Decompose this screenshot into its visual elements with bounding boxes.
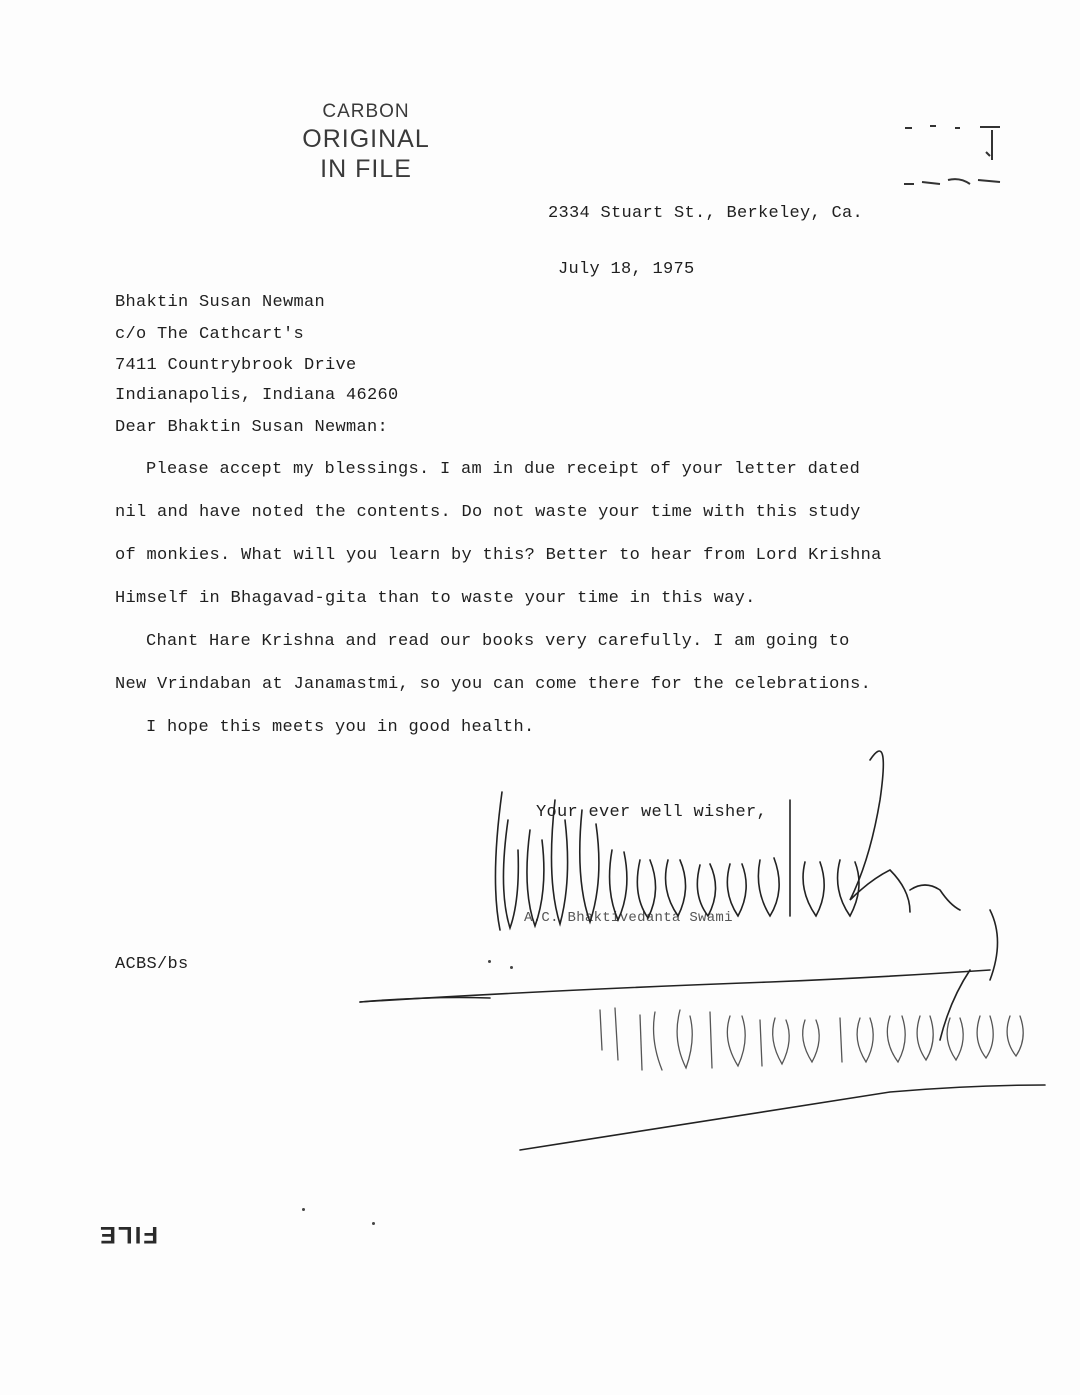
file-stamp: FILE [98, 1221, 158, 1248]
handwritten-signature [350, 740, 1050, 1170]
typist-initials: ACBS/bs [115, 955, 189, 974]
carbon-original-stamp [296, 100, 436, 184]
recipient-care-of: c/o The Cathcart's [115, 325, 305, 344]
body-line: Please accept my blessings. I am in due receipt of your letter dated [146, 460, 861, 479]
body-line: Himself in Bhagavad-gita than to waste your time in this way. [115, 589, 756, 608]
ink-speck [510, 966, 513, 969]
recipient-street: 7411 Countrybrook Drive [115, 356, 357, 375]
sender-address: 2334 Stuart St., Berkeley, Ca. [548, 204, 864, 223]
body-line: nil and have noted the contents. Do not waste your time with this study [115, 503, 861, 522]
salutation: Dear Bhaktin Susan Newman: [115, 418, 389, 437]
body-line: I hope this meets you in good health. [146, 718, 535, 737]
stamp-line-in-file: IN FILE [320, 155, 412, 183]
stamp-line-original: ORIGINAL [302, 125, 430, 153]
recipient-city-state-zip: Indianapolis, Indiana 46260 [115, 386, 399, 405]
ink-speck [488, 960, 491, 963]
closing: Your ever well wisher, [536, 803, 768, 822]
typed-signature: A.C. Bhaktivedanta Swami [524, 910, 733, 926]
body-line: Chant Hare Krishna and read our books very carefully. I am going to [146, 632, 850, 651]
recipient-name: Bhaktin Susan Newman [115, 293, 326, 312]
letter-date: July 18, 1975 [558, 260, 695, 279]
ink-speck [302, 1208, 305, 1211]
ink-speck [372, 1222, 375, 1225]
body-line: of monkies. What will you learn by this? Better to hear from Lord Krishna [115, 546, 882, 565]
corner-scribble-mark [900, 122, 1010, 192]
body-line: New Vrindaban at Janamastmi, so you can come there for the celebrations. [115, 675, 872, 694]
stamp-line-carbon: CARBON [322, 101, 410, 122]
